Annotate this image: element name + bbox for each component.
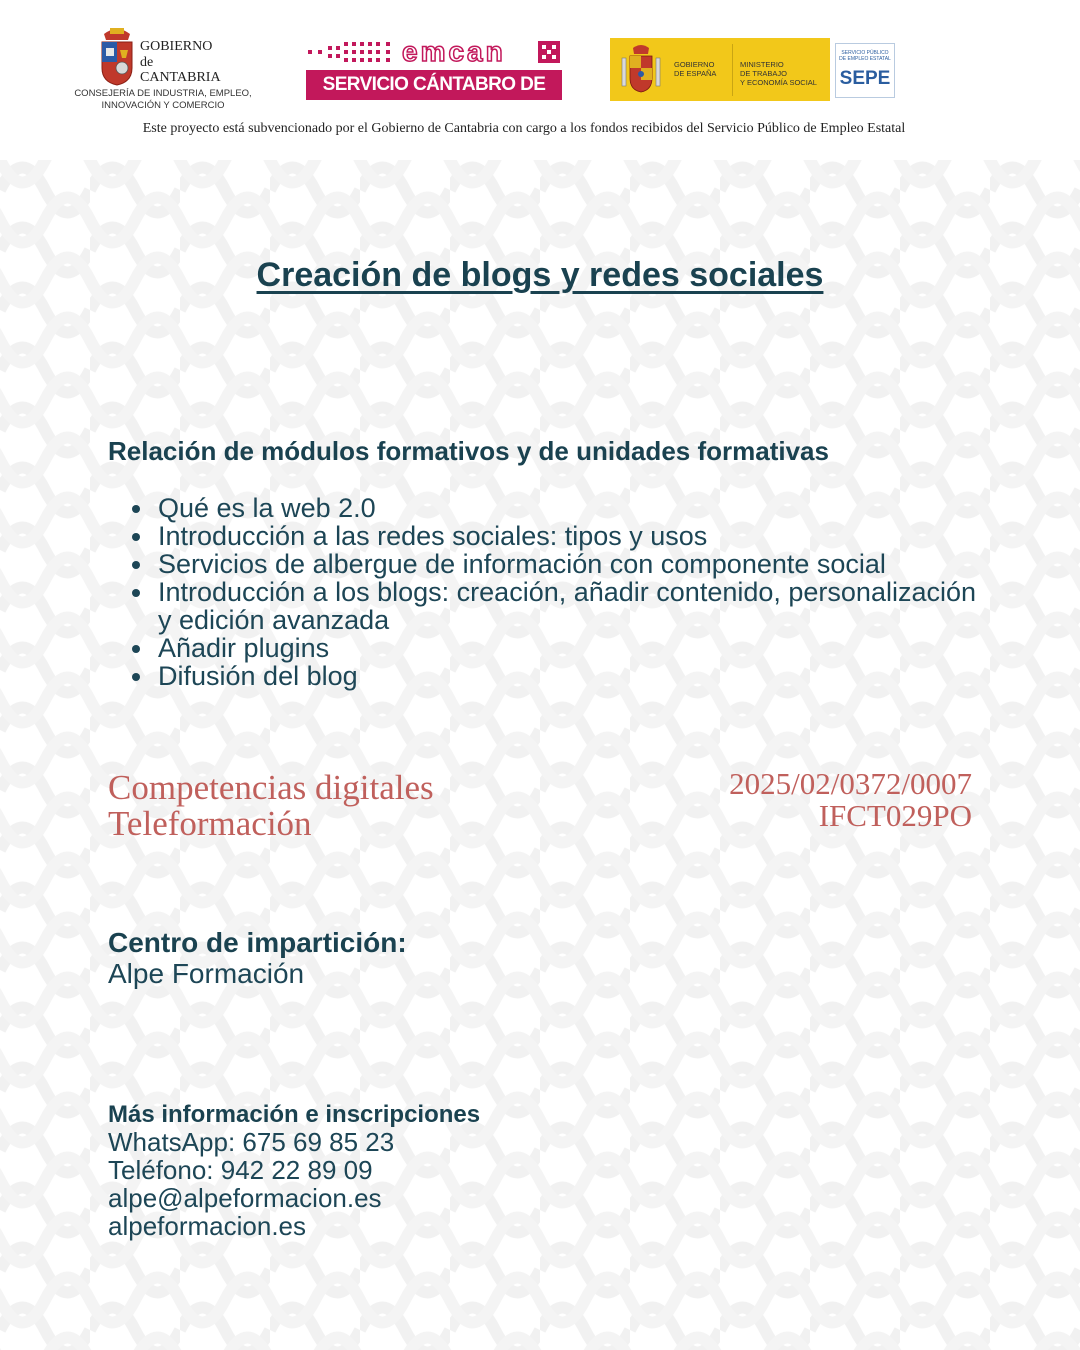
- module-label: Introducción a los blogs: creación, añadir contenido, personalización y edición avanzada: [158, 577, 977, 635]
- gobierno-espana-logo: [610, 38, 830, 101]
- sepe-small-text: [836, 50, 894, 62]
- module-label: Añadir plugins: [158, 633, 330, 663]
- bullet-icon: [132, 505, 140, 513]
- ministerio-text: [740, 60, 817, 87]
- email-link[interactable]: alpe@alpeformacion.es: [108, 1183, 382, 1213]
- spain-coat-of-arms-icon: [620, 44, 662, 94]
- sepe-small2: DE EMPLEO ESTATAL: [839, 56, 891, 62]
- modules-list: [108, 494, 988, 690]
- centro-heading: Centro de impartición:: [108, 927, 407, 958]
- list-item: [108, 662, 988, 690]
- cantabria-line3: CANTABRIA: [140, 70, 221, 85]
- min-line1: MINISTERIO: [740, 60, 784, 69]
- course-area-block: [108, 770, 434, 842]
- sepe-small1: SERVICIO PÚBLICO: [841, 50, 889, 56]
- cantabria-line1: GOBIERNO: [140, 39, 213, 54]
- bullet-icon: [132, 673, 140, 681]
- gobierno-espana-text: [674, 60, 716, 78]
- min-line3: Y ECONOMÍA SOCIAL: [740, 78, 817, 87]
- bullet-icon: [132, 645, 140, 653]
- course-codes-block: [729, 768, 972, 832]
- logo-divider: [732, 44, 733, 96]
- list-item: [108, 494, 988, 522]
- info-heading: Más información e inscripciones: [108, 1101, 481, 1128]
- whatsapp-contact[interactable]: WhatsApp: 675 69 85 23: [108, 1127, 395, 1157]
- gob-line1: GOBIERNO: [674, 60, 715, 69]
- list-item: [108, 550, 988, 578]
- phone-contact[interactable]: Teléfono: 942 22 89 09: [108, 1155, 373, 1185]
- course-modality: Teleformación: [108, 804, 312, 843]
- course-title: Creación de blogs y redes sociales: [256, 256, 824, 294]
- centro-name: Alpe Formación: [108, 958, 305, 989]
- modules-heading: Relación de módulos formativos y de unidades formativas: [108, 436, 829, 466]
- funding-note: Este proyecto está subvencionado por el Gobierno de Cantabria con cargo a los fondos recibidos del Servicio Público de Empleo Estatal: [142, 121, 906, 136]
- emcan-logo: [306, 36, 562, 125]
- emcan-wordmark: emcan: [402, 36, 506, 67]
- list-item: [108, 578, 988, 634]
- list-item: [108, 522, 988, 550]
- header: [0, 0, 1080, 150]
- gob-line2: DE ESPAÑA: [674, 69, 717, 78]
- emcan-bar-text: SERVICIO CÁNTABRO DE EMPLEO: [306, 70, 562, 100]
- gobierno-cantabria-logo: [68, 22, 258, 114]
- module-label: Difusión del blog: [158, 661, 358, 691]
- course-code: IFCT029PO: [818, 798, 972, 833]
- website-link[interactable]: alpeformacion.es: [108, 1211, 306, 1241]
- module-label: Introducción a las redes sociales: tipos y usos: [158, 521, 708, 551]
- module-label: Servicios de albergue de información con componente social: [158, 549, 886, 579]
- min-line2: DE TRABAJO: [740, 69, 787, 78]
- list-item: [108, 634, 988, 662]
- bullet-icon: [132, 561, 140, 569]
- module-label: Qué es la web 2.0: [158, 493, 376, 523]
- cantabria-sub1: CONSEJERÍA DE INDUSTRIA, EMPLEO,: [74, 88, 252, 99]
- cantabria-line2: de: [140, 55, 154, 70]
- bullet-icon: [132, 533, 140, 541]
- bullet-icon: [132, 589, 140, 597]
- cantabria-shield-icon: [98, 24, 136, 86]
- course-area: Competencias digitales: [108, 768, 434, 807]
- sepe-logo: [835, 43, 895, 98]
- cantabria-sub2: INNOVACIÓN Y COMERCIO: [101, 100, 225, 111]
- expedient-number: 2025/02/0372/0007: [729, 766, 972, 801]
- sepe-wordmark: SEPE: [839, 68, 891, 89]
